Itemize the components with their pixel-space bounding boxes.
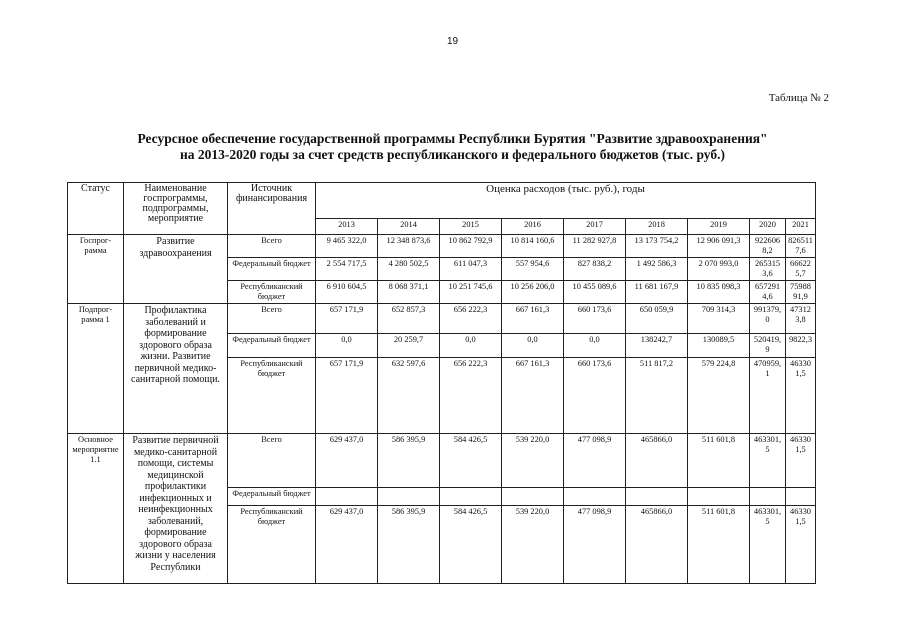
value-cell: [440, 488, 502, 506]
funding-source-cell: Республиканский бюджет: [228, 506, 316, 584]
status-cell: Подпрог- рамма 1: [68, 304, 124, 434]
value-cell: 539 220,0: [502, 506, 564, 584]
value-cell: 656 222,3: [440, 358, 502, 434]
value-cell: 7598891,9: [786, 281, 816, 304]
value-cell: 579 224,8: [688, 358, 750, 434]
value-cell: 463301,5: [786, 358, 816, 434]
value-cell: 0,0: [564, 334, 626, 358]
value-cell: 2 070 993,0: [688, 258, 750, 281]
resource-table: [67, 182, 816, 584]
value-cell: 629 437,0: [316, 506, 378, 584]
value-cell: 657 171,9: [316, 304, 378, 334]
value-cell: 632 597,6: [378, 358, 440, 434]
value-cell: 660 173,6: [564, 304, 626, 334]
funding-source-cell: Республиканский бюджет: [228, 281, 316, 304]
value-cell: 2 554 717,5: [316, 258, 378, 281]
value-cell: 477 098,9: [564, 434, 626, 488]
funding-source-cell: Всего: [228, 304, 316, 334]
value-cell: [378, 488, 440, 506]
title-line-2: на 2013-2020 годы за счет средств республиканского и федерального бюджетов (тыс. руб.): [180, 147, 725, 162]
value-cell: 520419,9: [750, 334, 786, 358]
value-cell: 10 256 206,0: [502, 281, 564, 304]
value-cell: 465866,0: [626, 434, 688, 488]
value-cell: 12 348 873,6: [378, 235, 440, 258]
value-cell: 584 426,5: [440, 434, 502, 488]
program-name-cell: Развитие здравоохранения: [124, 235, 228, 304]
value-cell: 650 059,9: [626, 304, 688, 334]
program-name-cell: Профилактика заболеваний и формирование здорового образа жизни. Развитие первичной медико-санитарной помощи.: [124, 304, 228, 434]
year-header: 2014: [378, 219, 440, 235]
year-header: 2019: [688, 219, 750, 235]
table-row: [68, 434, 816, 488]
value-cell: 10 814 160,6: [502, 235, 564, 258]
header-source: Источник финансирования: [228, 183, 316, 235]
value-cell: 629 437,0: [316, 434, 378, 488]
funding-source-cell: Федеральный бюджет: [228, 488, 316, 506]
funding-source-cell: Всего: [228, 434, 316, 488]
value-cell: [316, 488, 378, 506]
value-cell: 12 906 091,3: [688, 235, 750, 258]
value-cell: 586 395,9: [378, 434, 440, 488]
value-cell: 473123,8: [786, 304, 816, 334]
value-cell: 20 259,7: [378, 334, 440, 358]
value-cell: 657 171,9: [316, 358, 378, 434]
value-cell: 656 222,3: [440, 304, 502, 334]
value-cell: 511 817,2: [626, 358, 688, 434]
value-cell: 827 838,2: [564, 258, 626, 281]
value-cell: 511 601,8: [688, 434, 750, 488]
year-header: 2013: [316, 219, 378, 235]
value-cell: 666225,7: [786, 258, 816, 281]
value-cell: 10 835 098,3: [688, 281, 750, 304]
value-cell: 667 161,3: [502, 358, 564, 434]
value-cell: [502, 488, 564, 506]
year-header: 2017: [564, 219, 626, 235]
value-cell: 6572914,6: [750, 281, 786, 304]
value-cell: 991379,0: [750, 304, 786, 334]
value-cell: 10 455 089,6: [564, 281, 626, 304]
table-label: Таблица № 2: [768, 92, 829, 104]
value-cell: 4 280 502,5: [378, 258, 440, 281]
value-cell: 11 681 167,9: [626, 281, 688, 304]
value-cell: 463301,5: [750, 434, 786, 488]
value-cell: 539 220,0: [502, 434, 564, 488]
year-header: 2020: [750, 219, 786, 235]
value-cell: 611 047,3: [440, 258, 502, 281]
value-cell: 9226068,2: [750, 235, 786, 258]
value-cell: 465866,0: [626, 506, 688, 584]
funding-source-cell: Федеральный бюджет: [228, 334, 316, 358]
value-cell: 584 426,5: [440, 506, 502, 584]
value-cell: 9 465 322,0: [316, 235, 378, 258]
value-cell: 709 314,3: [688, 304, 750, 334]
value-cell: [786, 488, 816, 506]
value-cell: 2653153,6: [750, 258, 786, 281]
value-cell: 138242,7: [626, 334, 688, 358]
value-cell: 667 161,3: [502, 304, 564, 334]
document-title: [60, 131, 845, 163]
value-cell: 660 173,6: [564, 358, 626, 434]
value-cell: [750, 488, 786, 506]
table-row: [68, 304, 816, 334]
value-cell: 477 098,9: [564, 506, 626, 584]
year-header: 2015: [440, 219, 502, 235]
funding-source-cell: Федеральный бюджет: [228, 258, 316, 281]
value-cell: 0,0: [316, 334, 378, 358]
value-cell: 652 857,3: [378, 304, 440, 334]
program-name-cell: Развитие первичной медико-санитарной помощи, системы медицинской профилактики инфекционных и неинфекционных заболеваний, формирование здорового образа жизни у населения Республики: [124, 434, 228, 584]
title-line-1: Ресурсное обеспечение государственной программы Республики Бурятия "Развитие здравоохранения": [137, 131, 768, 146]
year-header: 2016: [502, 219, 564, 235]
year-header: 2021: [786, 219, 816, 235]
funding-source-cell: Республиканский бюджет: [228, 358, 316, 434]
value-cell: [626, 488, 688, 506]
value-cell: 130089,5: [688, 334, 750, 358]
value-cell: 6 910 604,5: [316, 281, 378, 304]
header-name: Наименование госпрограммы, подпрограммы, мероприятие: [124, 183, 228, 235]
funding-source-cell: Всего: [228, 235, 316, 258]
value-cell: 10 862 792,9: [440, 235, 502, 258]
value-cell: 0,0: [440, 334, 502, 358]
value-cell: 0,0: [502, 334, 564, 358]
value-cell: 9822,3: [786, 334, 816, 358]
value-cell: 463301,5: [786, 506, 816, 584]
value-cell: [688, 488, 750, 506]
page-number: 19: [446, 36, 459, 47]
year-header: 2018: [626, 219, 688, 235]
value-cell: 1 492 586,3: [626, 258, 688, 281]
table-row: [68, 235, 816, 258]
header-status: Статус: [68, 183, 124, 235]
status-cell: Госпрог- рамма: [68, 235, 124, 304]
value-cell: 10 251 745,6: [440, 281, 502, 304]
value-cell: 470959,1: [750, 358, 786, 434]
value-cell: 463301,5: [786, 434, 816, 488]
value-cell: 8 068 371,1: [378, 281, 440, 304]
value-cell: 8265117,6: [786, 235, 816, 258]
value-cell: 586 395,9: [378, 506, 440, 584]
status-cell: Основное мероприятие 1.1: [68, 434, 124, 584]
value-cell: 511 601,8: [688, 506, 750, 584]
value-cell: 13 173 754,2: [626, 235, 688, 258]
value-cell: 463301,5: [750, 506, 786, 584]
header-estimate: Оценка расходов (тыс. руб.), годы: [316, 183, 816, 219]
value-cell: 11 282 927,8: [564, 235, 626, 258]
value-cell: 557 954,6: [502, 258, 564, 281]
value-cell: [564, 488, 626, 506]
